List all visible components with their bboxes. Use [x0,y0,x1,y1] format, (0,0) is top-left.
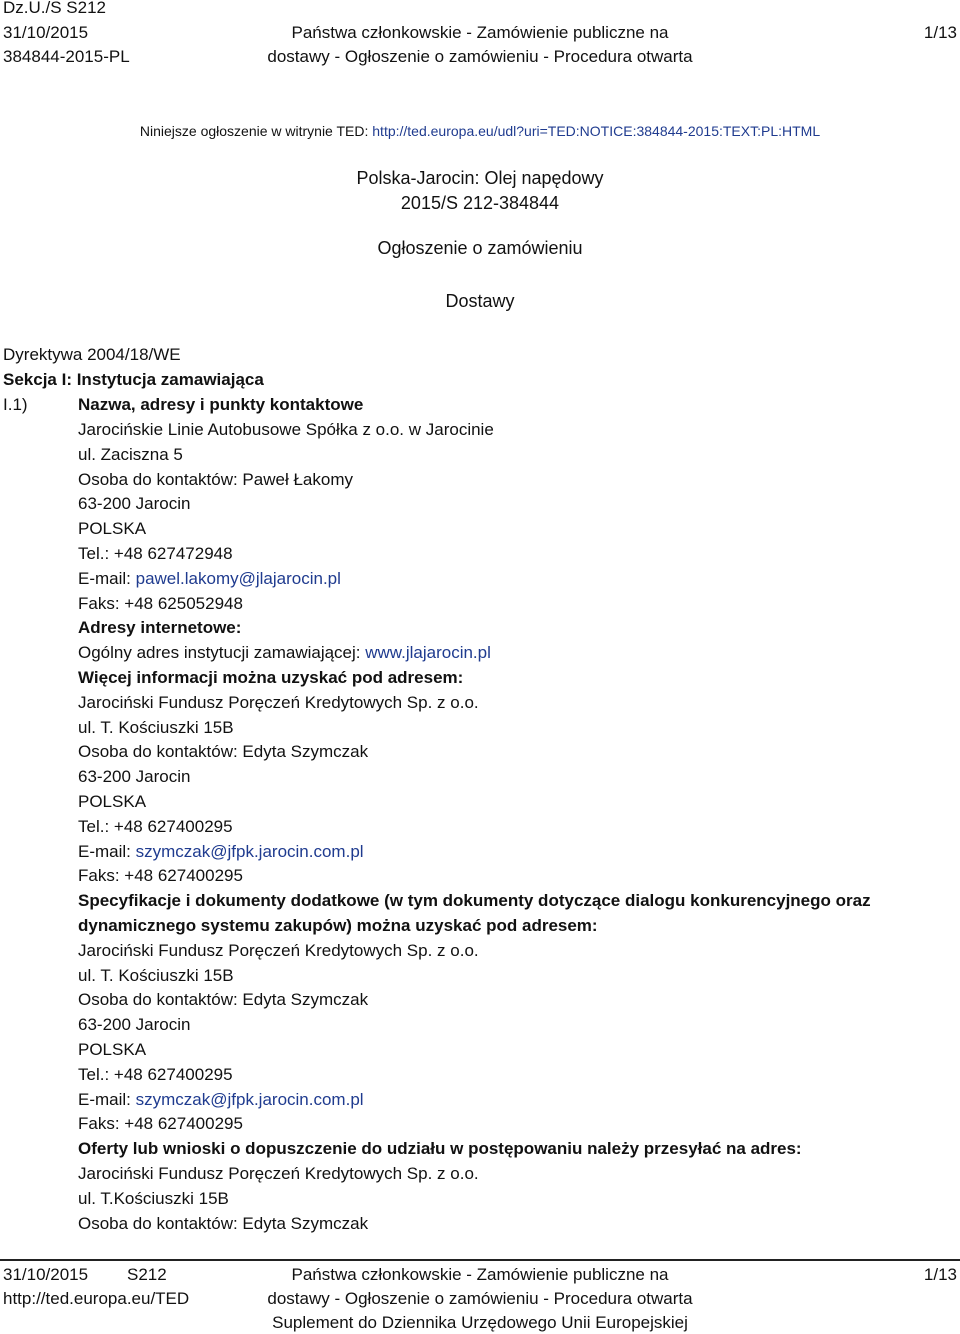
org-contact: Osoba do kontaktów: Paweł Łakomy [78,470,353,489]
address-3-contact: Osoba do kontaktów: Edyta Szymczak [78,1214,369,1233]
org-country: POLSKA [78,519,147,538]
header-notice-id: 384844-2015-PL [3,47,130,66]
section-heading: Sekcja I: Instytucja zamawiająca [3,370,264,389]
address-1-country: POLSKA [78,792,147,811]
spec-heading-line-2: dynamicznego systemu zakupów) można uzyskać pod adresem: [78,916,598,935]
header-title-line-1: Państwa członkowskie - Zamówienie publiczne na [291,23,669,42]
address-1-city: 63-200 Jarocin [78,767,191,786]
notice-type: Ogłoszenie o zamówieniu [377,238,583,258]
footer-url: http://ted.europa.eu/TED [3,1289,190,1308]
address-2-city: 63-200 Jarocin [78,1015,191,1034]
header-page-number: 1/13 [923,23,957,42]
web-link[interactable]: www.jlajarocin.pl [365,643,491,662]
web-heading: Adresy internetowe: [78,618,242,637]
spec-heading-line-1: Specyfikacje i dokumenty dodatkowe (w tym dokumenty dotyczące dialogu konkurencyjnego oraz [78,891,871,910]
footer-series: S212 [127,1265,167,1284]
web-label: Ogólny adres instytucji zamawiającej: [78,643,366,662]
address-2-tel: Tel.: +48 627400295 [78,1065,233,1084]
notice-title: Polska-Jarocin: Olej napędowy [356,168,604,188]
address-1-tel: Tel.: +48 627400295 [78,817,233,836]
header-date: 31/10/2015 [3,23,89,42]
address-1-email-label: E-mail: [78,842,136,861]
address-2-email-line [78,1090,364,1110]
address-1-name: Jarociński Fundusz Poręczeń Kredytowych Sp. z o.o. [78,693,479,712]
address-2-street: ul. T. Kościuszki 15B [78,966,234,985]
org-fax: Faks: +48 625052948 [78,594,243,613]
header-journal-ref: Dz.U./S S212 [3,0,106,17]
notice-number: 2015/S 212-384844 [400,193,560,213]
address-2-contact: Osoba do kontaktów: Edyta Szymczak [78,990,369,1009]
address-2-name: Jarociński Fundusz Poręczeń Kredytowych Sp. z o.o. [78,941,479,960]
footer-page-number: 1/13 [923,1265,957,1284]
address-1-contact: Osoba do kontaktów: Edyta Szymczak [78,742,369,761]
ted-notice-prefix: Niniejsze ogłoszenie w witrynie TED: [139,123,373,139]
address-1-fax: Faks: +48 627400295 [78,866,243,885]
org-tel: Tel.: +48 627472948 [78,544,233,563]
address-3-name: Jarociński Fundusz Poręczeń Kredytowych Sp. z o.o. [78,1164,479,1183]
web-line [78,643,491,663]
address-1-email-line [78,842,364,862]
offers-heading: Oferty lub wnioski o dopuszczenie do udziału w postępowaniu należy przesyłać na adres: [78,1139,802,1158]
contract-type: Dostawy [445,291,515,311]
address-2-email-label: E-mail: [78,1090,136,1109]
footer-divider [0,1259,960,1261]
footer-title-line-2: dostawy - Ogłoszenie o zamówieniu - Procedura otwarta [267,1289,693,1308]
item-number: I.1) [3,395,28,414]
org-email-link[interactable]: pawel.lakomy@jlajarocin.pl [135,569,341,588]
org-email-line [78,569,341,589]
footer-date: 31/10/2015 [3,1265,89,1284]
footer-title-line-1: Państwa członkowskie - Zamówienie publiczne na [291,1265,669,1284]
address-2-email-link[interactable]: szymczak@jfpk.jarocin.com.pl [135,1090,364,1109]
address-2-fax: Faks: +48 627400295 [78,1114,243,1133]
ted-notice-link[interactable]: http://ted.europa.eu/udl?uri=TED:NOTICE:384844-2015:TEXT:PL:HTML [372,123,821,139]
address-3-street: ul. T.Kościuszki 15B [78,1189,229,1208]
directive: Dyrektywa 2004/18/WE [3,345,181,364]
org-street: ul. Zaciszna 5 [78,445,183,464]
item-title: Nazwa, adresy i punkty kontaktowe [78,395,364,414]
address-2-country: POLSKA [78,1040,147,1059]
footer-title-line-3: Suplement do Dziennika Urzędowego Unii Europejskiej [272,1313,688,1332]
address-1-street: ul. T. Kościuszki 15B [78,718,234,737]
org-email-label: E-mail: [78,569,136,588]
more-info-heading: Więcej informacji można uzyskać pod adresem: [78,668,464,687]
address-1-email-link[interactable]: szymczak@jfpk.jarocin.com.pl [135,842,364,861]
ted-notice-line [0,123,960,139]
header-title-line-2: dostawy - Ogłoszenie o zamówieniu - Procedura otwarta [267,47,693,66]
org-name: Jarocińskie Linie Autobusowe Spółka z o.o. w Jarocinie [78,420,494,439]
org-city: 63-200 Jarocin [78,494,191,513]
